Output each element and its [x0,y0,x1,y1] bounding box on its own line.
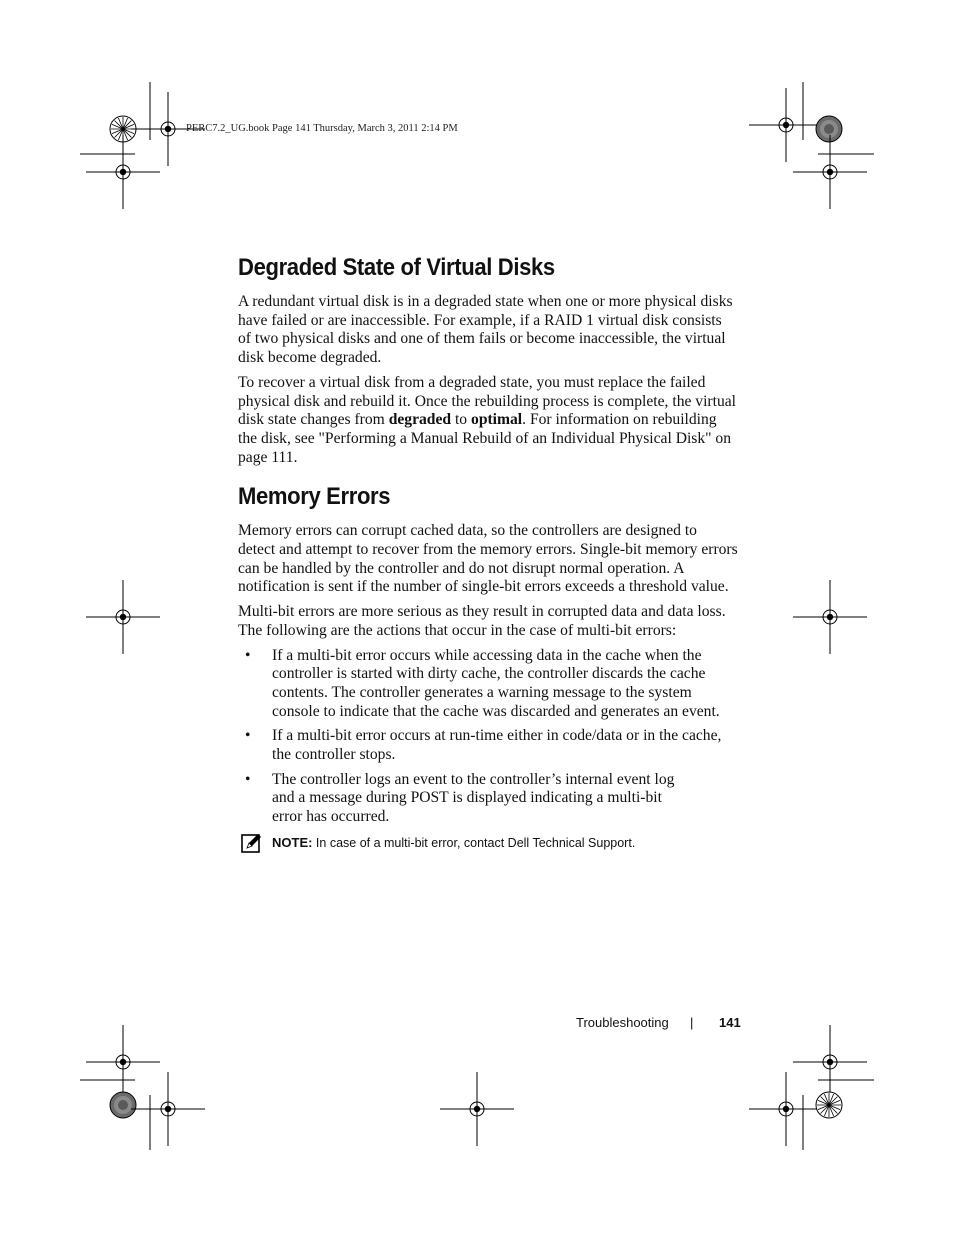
paragraph: Memory errors can corrupt cached data, so the controllers are designed to detect and attempt to recover from the memory errors. Single-bit memory errors can be handled by the controller and do not disrupt normal operation. A notification is sent if the number of single-bit errors exceeds a threshold value. [238,522,738,596]
bold-term: degraded [388,411,452,429]
page-number: 141 [719,1015,741,1030]
crop-mark [816,116,842,142]
note-label: NOTE: [272,834,313,850]
list-item-text: If a multi-bit error occurs while accessing data in the cache when the controller is started with dirty cache, the controller discards the cache contents. The controller generates a warning message to the system console to indicate that the cache was discarded and generates an event. [272,646,720,720]
list-item [238,771,738,827]
paragraph: A redundant virtual disk is in a degraded state when one or more physical disks have failed or are inaccessible. For example, if a RAID 1 virtual disk consists of two physical disks and one of them fails or become inaccessible, the virtual disk become degraded. [238,293,733,367]
list-item-text: If a multi-bit error occurs at run-time either in code/data or in the cache, the controller stops. [272,727,722,764]
text-run: to [451,411,472,429]
bullet-icon: • [245,770,251,788]
bullet-icon: • [245,727,251,745]
crop-mark [749,1072,823,1146]
crop-mark [793,580,867,654]
crop-mark [793,135,867,209]
footer-separator: | [690,1015,694,1030]
crop-mark [86,580,160,654]
text-run: . For information on rebuilding the disk, see "Performing a Manual Rebuild of an Individual Physical Disk" on page 111. [238,411,732,466]
crop-mark [816,1092,842,1118]
section-title-degraded: Degraded State of Virtual Disks [238,254,555,281]
footer-section-name: Troubleshooting [576,1015,669,1030]
note-callout [238,835,738,850]
page-content [238,254,738,850]
pencil-note-icon [241,832,263,857]
list-item [238,727,738,764]
book-header-info: PERC7.2_UG.book Page 141 Thursday, March 3, 2011 2:14 PM [186,123,458,134]
bullet-list [238,647,738,827]
crop-mark [131,1072,205,1146]
bullet-icon: • [245,646,251,664]
list-item [238,647,738,722]
crop-mark [440,1072,514,1146]
list-item-text: The controller logs an event to the controller’s internal event log and a message during POST is displayed indicating a multi-bit error has occurred. [272,770,675,826]
section-title-memory: Memory Errors [238,483,391,511]
crop-mark [86,135,160,209]
paragraph [238,374,738,468]
note-text: In case of a multi-bit error, contact Dell Technical Support. [312,835,636,850]
crop-mark [110,1092,136,1118]
text-run: To recover a virtual disk from a degraded state, you must replace the failed physical disk and rebuild it. Once the rebuilding process is complete, the virtual disk state changes from [238,373,737,429]
paragraph: Multi-bit errors are more serious as they result in corrupted data and data loss. The following are the actions that occur in the case of multi-bit errors: [238,603,726,639]
bold-term: optimal [471,411,523,429]
crop-mark [86,1025,160,1099]
crop-mark [749,88,823,162]
crop-mark [793,1025,867,1099]
